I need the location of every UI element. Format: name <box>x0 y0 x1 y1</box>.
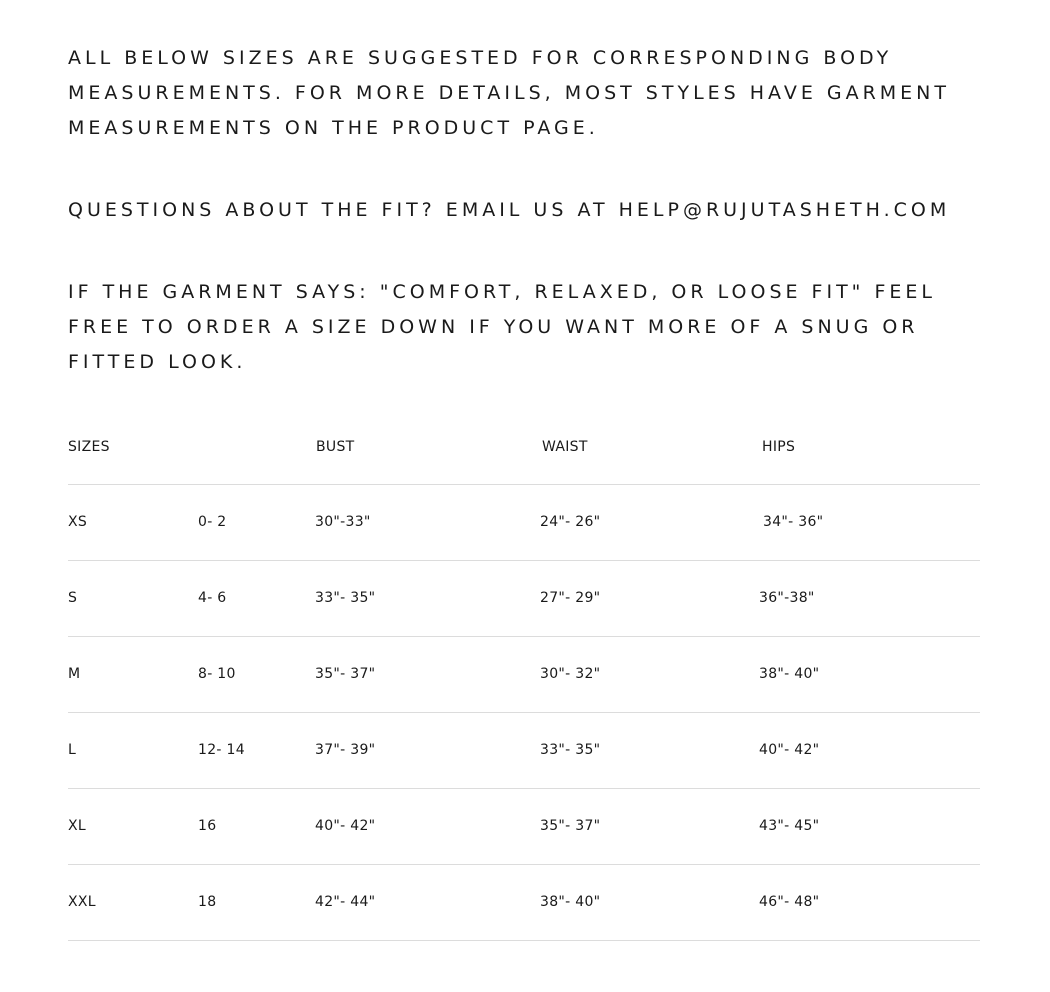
cell-numeric-size: 8- 10 <box>198 666 236 682</box>
cell-size: XXL <box>68 894 96 910</box>
header-hips: HIPS <box>762 439 796 455</box>
cell-waist: 30"- 32" <box>540 666 601 682</box>
table-row <box>68 789 980 865</box>
table-row <box>68 865 980 941</box>
cell-hips: 36"-38" <box>759 590 815 606</box>
cell-hips: 46"- 48" <box>759 894 820 910</box>
header-bust: BUST <box>316 439 355 455</box>
cell-numeric-size: 16 <box>198 818 217 834</box>
cell-bust: 33"- 35" <box>315 590 376 606</box>
cell-waist: 24"- 26" <box>540 514 601 530</box>
intro-paragraph-contact: QUESTIONS ABOUT THE FIT? EMAIL US AT HELP@RUJUTASHETH.COM <box>68 199 951 221</box>
cell-bust: 42"- 44" <box>315 894 376 910</box>
cell-size: M <box>68 666 81 682</box>
cell-size: L <box>68 742 77 758</box>
cell-numeric-size: 4- 6 <box>198 590 227 606</box>
cell-waist: 27"- 29" <box>540 590 601 606</box>
cell-waist: 33"- 35" <box>540 742 601 758</box>
cell-numeric-size: 12- 14 <box>198 742 245 758</box>
table-header-row <box>68 410 980 485</box>
cell-numeric-size: 0- 2 <box>198 514 227 530</box>
cell-size: XL <box>68 818 86 834</box>
cell-hips: 43"- 45" <box>759 818 820 834</box>
size-chart-table <box>68 410 980 941</box>
intro-paragraph-measurements: ALL BELOW SIZES ARE SUGGESTED FOR CORRESPONDING BODY MEASUREMENTS. FOR MORE DETAILS, MOST STYLES HAVE GARMENT MEASUREMENTS ON THE PRODUCT PAGE. <box>68 47 951 139</box>
table-row <box>68 561 980 637</box>
header-sizes: SIZES <box>68 439 110 455</box>
cell-bust: 37"- 39" <box>315 742 376 758</box>
table-row <box>68 637 980 713</box>
header-waist: WAIST <box>542 439 588 455</box>
table-row <box>68 485 980 561</box>
cell-bust: 35"- 37" <box>315 666 376 682</box>
cell-size: XS <box>68 514 88 530</box>
cell-waist: 38"- 40" <box>540 894 601 910</box>
cell-size: S <box>68 590 78 606</box>
cell-hips: 38"- 40" <box>759 666 820 682</box>
cell-bust: 30"-33" <box>315 514 371 530</box>
intro-paragraph-fit-advice: IF THE GARMENT SAYS: "COMFORT, RELAXED, OR LOOSE FIT" FEEL FREE TO ORDER A SIZE DOWN IF YOU WANT MORE OF A SNUG OR FITTED LOOK. <box>68 281 936 373</box>
cell-hips: 34"- 36" <box>763 514 824 530</box>
table-row <box>68 713 980 789</box>
cell-bust: 40"- 42" <box>315 818 376 834</box>
cell-hips: 40"- 42" <box>759 742 820 758</box>
cell-numeric-size: 18 <box>198 894 217 910</box>
cell-waist: 35"- 37" <box>540 818 601 834</box>
